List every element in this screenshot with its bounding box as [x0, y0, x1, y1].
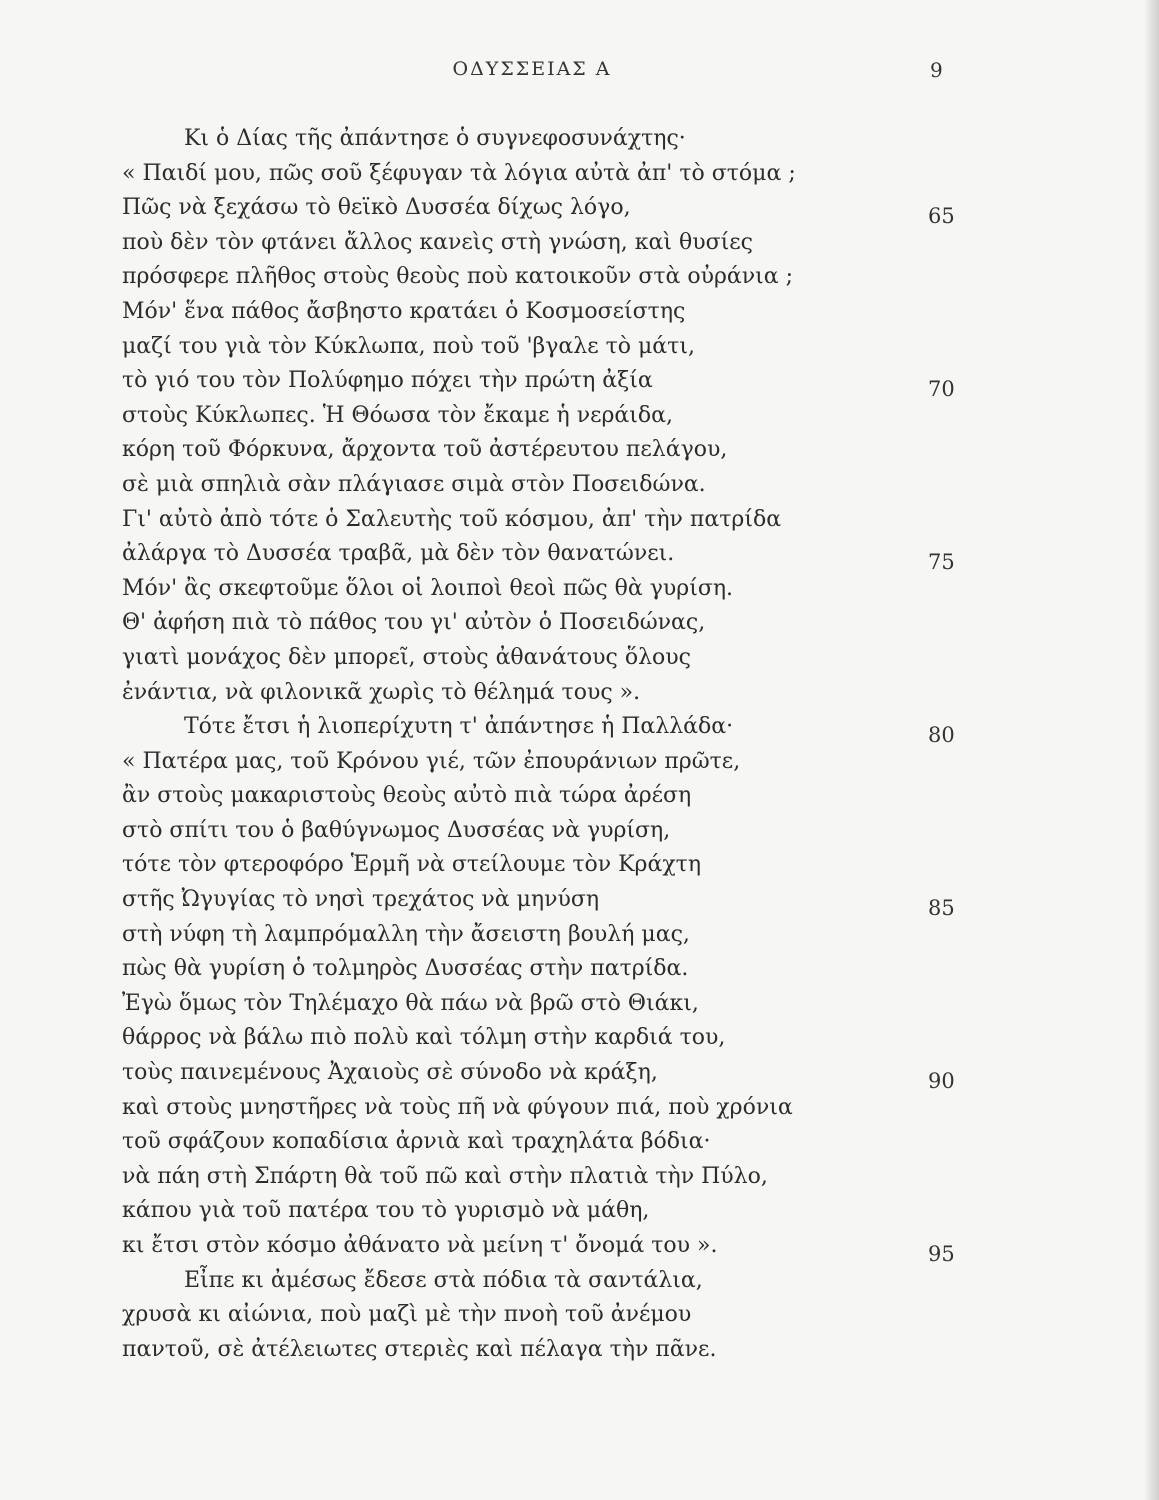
verse-text: στὸ σπίτι του ὁ βαθύγνωμος Δυσσέας νὰ γυρίση,	[122, 817, 671, 843]
verse-line	[0, 330, 1159, 365]
verse-line	[0, 987, 1159, 1022]
verse-line	[0, 1298, 1159, 1333]
verse-text: Μόν' ἕνα πάθος ἄσβηστο κρατάει ὁ Κοσμοσείστης	[122, 298, 686, 324]
verse-text: ποὺ δὲν τὸν φτάνει ἄλλος κανεὶς στὴ γνώση, καὶ θυσίες	[122, 229, 753, 255]
verse-line	[0, 745, 1159, 780]
line-number: 65	[928, 204, 955, 229]
verse-line	[0, 122, 1159, 157]
verse-text: Θ' ἀφήση πιὰ τὸ πάθος του γι' αὐτὸν ὁ Ποσειδώνας,	[122, 610, 706, 636]
verse-line	[0, 676, 1159, 711]
verse-line	[0, 572, 1159, 607]
verse-text: Μόν' ἂς σκεφτοῦμε ὅλοι οἱ λοιποὶ θεοὶ πῶς θὰ γυρίση.	[122, 575, 734, 601]
verse-line	[0, 364, 1159, 402]
verse-line	[0, 295, 1159, 330]
verse-text: ἂν στοὺς μακαριστοὺς θεοὺς αὐτὸ πιὰ τώρα ἀρέση	[122, 783, 692, 809]
verse-line	[0, 1091, 1159, 1126]
verse-text: τότε τὸν φτεροφόρο Ἑρμῆ νὰ στείλουμε τὸν Κράχτη	[122, 852, 702, 878]
verse-line	[0, 1264, 1159, 1299]
verse-line	[0, 814, 1159, 849]
verse-line	[0, 537, 1159, 575]
verse-text: στοὺς Κύκλωπες. Ἡ Θόωσα τὸν ἔκαμε ἡ νεράιδα,	[122, 402, 673, 428]
verse-line	[0, 641, 1159, 676]
verse-line	[0, 399, 1159, 434]
verse-text: μαζί του γιὰ τὸν Κύκλωπα, ποὺ τοῦ 'βγαλε τὸ μάτι,	[122, 333, 695, 359]
verse-text: κι ἔτσι στὸν κόσμο ἀθάνατο νὰ μείνη τ' ὄνομά του ».	[122, 1233, 718, 1258]
verse-text: τὸ γιό του τὸν Πολύφημο πόχει τὴν πρώτη ἀξία	[122, 368, 653, 394]
verse-text: Γι' αὐτὸ ἀπὸ τότε ὁ Σαλευτὴς τοῦ κόσμου, ἀπ' τὴν πατρίδα	[122, 506, 782, 532]
verse-text: πὼς θὰ γυρίση ὁ τολμηρὸς Δυσσέας στὴν πατρίδα.	[122, 956, 689, 982]
verse-text: « Παιδί μου, πῶς σοῦ ξέφυγαν τὰ λόγια αὐτὰ ἀπ' τὸ στόμα ;	[122, 160, 796, 186]
line-number: 70	[928, 377, 955, 402]
verse-text: τοῦ σφάζουν κοπαδίσια ἀρνιὰ καὶ τραχηλάτα βόδια·	[122, 1129, 711, 1155]
verse-line	[0, 1194, 1159, 1229]
running-title: ΟΔΥΣΣΕΙΑΣ Α	[452, 58, 612, 80]
verse-text: Τότε ἔτσι ἡ λιοπερίχυτη τ' ἀπάντησε ἡ Παλλάδα·	[184, 714, 734, 740]
verse-text: πρόσφερε πλῆθος στοὺς θεοὺς ποὺ κατοικοῦν στὰ οὐράνια ;	[122, 264, 794, 290]
verse-line	[0, 606, 1159, 641]
verse-text: νὰ πάη στὴ Σπάρτη θὰ τοῦ πῶ καὶ στὴν πλατιὰ τὴν Πύλο,	[122, 1163, 768, 1189]
verse-line	[0, 883, 1159, 921]
verse-line	[0, 433, 1159, 468]
line-number: 85	[928, 896, 955, 921]
verse-text: Κι ὁ Δίας τῆς ἀπάντησε ὁ συγνεφοσυνάχτης·	[184, 126, 686, 151]
verse-line	[0, 191, 1159, 229]
verse-line	[0, 848, 1159, 883]
line-number: 95	[928, 1242, 955, 1266]
verse-text: Εἶπε κι ἀμέσως ἔδεσε στὰ πόδια τὰ σαντάλια,	[184, 1267, 703, 1293]
verse-block	[0, 122, 1159, 1367]
verse-text: ἀλάργα τὸ Δυσσέα τραβᾶ, μὰ δὲν τὸν θανατώνει.	[122, 541, 675, 567]
verse-text: κόρη τοῦ Φόρκυνα, ἄρχοντα τοῦ ἀστέρευτου πελάγου,	[122, 437, 728, 463]
verse-text: θάρρος νὰ βάλω πιὸ πολὺ καὶ τόλμη στὴν καρδιά του,	[122, 1025, 726, 1051]
verse-line	[0, 157, 1159, 192]
page-number: 9	[930, 58, 943, 82]
verse-line	[0, 1333, 1159, 1368]
verse-line	[0, 918, 1159, 953]
verse-text: παντοῦ, σὲ ἀτέλειωτες στεριὲς καὶ πέλαγα τὴν πᾶνε.	[122, 1336, 717, 1362]
verse-line	[0, 952, 1159, 987]
verse-line	[0, 779, 1159, 814]
verse-text: στῆς Ὠγυγίας τὸ νησὶ τρεχάτος νὰ μηνύση	[122, 887, 600, 913]
verse-line	[0, 260, 1159, 295]
verse-text: « Πατέρα μας, τοῦ Κρόνου γιέ, τῶν ἐπουράνιων πρῶτε,	[122, 748, 741, 774]
verse-text: στὴ νύφη τὴ λαμπρόμαλλη τὴν ἄσειστη βουλή μας,	[122, 921, 690, 947]
page-header	[0, 58, 1159, 88]
verse-line	[0, 1056, 1159, 1094]
verse-text: σὲ μιὰ σπηλιὰ σὰν πλάγιασε σιμὰ στὸν Ποσειδώνα.	[122, 471, 706, 497]
verse-line	[0, 1160, 1159, 1195]
verse-line	[0, 503, 1159, 538]
line-number: 80	[928, 723, 955, 748]
verse-text: κάπου γιὰ τοῦ πατέρα του τὸ γυρισμὸ νὰ μάθη,	[122, 1198, 650, 1224]
verse-line	[0, 226, 1159, 261]
verse-line	[0, 710, 1159, 748]
verse-text: χρυσὰ κι αἰώνια, ποὺ μαζὶ μὲ τὴν πνοὴ τοῦ ἀνέμου	[122, 1302, 692, 1328]
verse-text: ἐνάντια, νὰ φιλονικᾶ χωρὶς τὸ θέλημά τους ».	[122, 679, 641, 705]
verse-text: Πῶς νὰ ξεχάσω τὸ θεϊκὸ Δυσσέα δίχως λόγο,	[122, 195, 631, 221]
verse-text: γιατὶ μονάχος δὲν μπορεῖ, στοὺς ἀθανάτους ὅλους	[122, 644, 691, 670]
verse-text: τοὺς παινεμένους Ἀχαιοὺς σὲ σύνοδο νὰ κράξη,	[122, 1060, 658, 1086]
verse-line	[0, 1021, 1159, 1056]
verse-text: Ἐγὼ ὅμως τὸν Τηλέμαχο θὰ πάω νὰ βρῶ στὸ Θιάκι,	[122, 990, 699, 1016]
verse-line	[0, 1229, 1159, 1264]
line-number: 90	[928, 1069, 955, 1094]
line-number: 75	[928, 550, 955, 575]
verse-text: καὶ στοὺς μνηστῆρες νὰ τοὺς πῆ νὰ φύγουν πιά, ποὺ χρόνια	[122, 1094, 793, 1120]
verse-line	[0, 1125, 1159, 1160]
verse-line	[0, 468, 1159, 503]
